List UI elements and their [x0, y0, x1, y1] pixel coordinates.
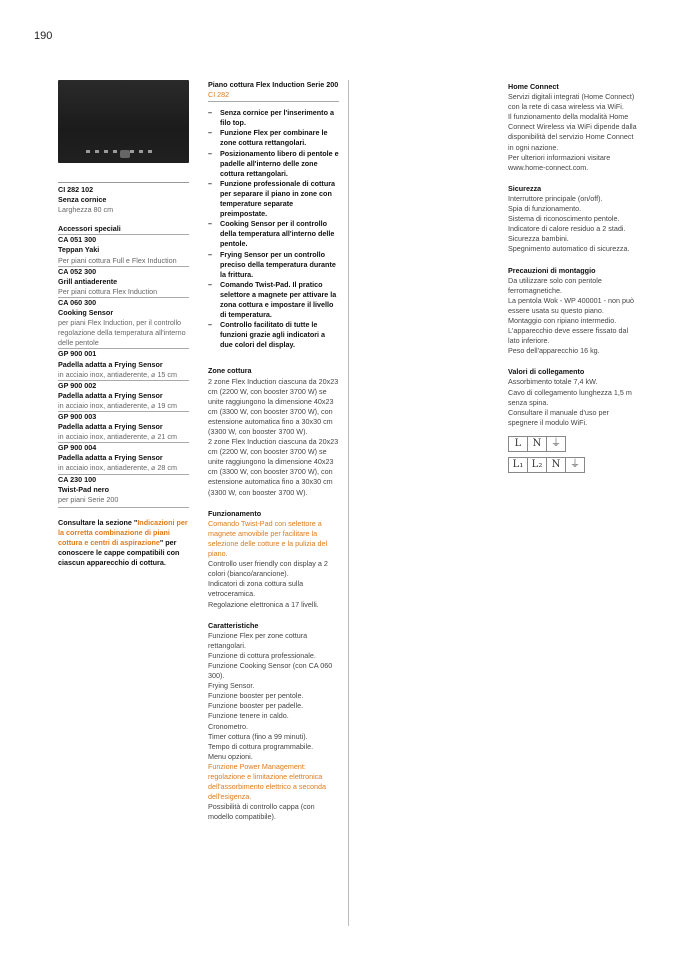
- mont-line: L'apparecchio deve essere fissato dal lato inferiore.: [508, 326, 629, 346]
- func-title: Funzionamento: [208, 508, 262, 518]
- func-highlight: Comando Twist-Pad con selettore a magnete amovibile per facilitare la selezione delle cotture e la pulizia del piano.: [208, 518, 328, 559]
- mont-line: La pentola Wok - WP 400001 - non può essere usata su questo piano.: [508, 295, 634, 315]
- char-last: Possibilità di controllo cappa (con modello compatibile).: [208, 802, 315, 822]
- func-line: Regolazione elettronica a 17 livelli.: [208, 599, 319, 609]
- mont-line: Montaggio con ripiano intermedio.: [508, 315, 617, 325]
- accessory-code: CA 052 300: [58, 266, 97, 276]
- sic-lines: [508, 194, 640, 255]
- sic-line: Indicatore di calore residuo a 2 stadi.: [508, 224, 626, 234]
- feature-item: – Comando Twist-Pad. Il pratico selettore a magnete per attivare la zona cottura e impostare il livello di temperatura.: [208, 280, 339, 320]
- phase-symbol: L₁: [508, 457, 528, 473]
- char-line: Funzione di cottura professionale.: [208, 650, 316, 660]
- val-line: Assorbimento totale 7,4 kW.: [508, 377, 598, 387]
- model-code: CI 282 102: [58, 185, 94, 194]
- accessory-code: CA 060 300: [58, 297, 97, 307]
- column-middle: [208, 80, 339, 822]
- accessory-desc: per piani Flex Induction, per il controllo regolazione della temperatura all'interno delle pentole: [58, 318, 186, 348]
- mont-lines: [508, 276, 640, 357]
- accessory-desc: per piani Serie 200: [58, 494, 119, 504]
- ground-icon: ⏚: [546, 436, 566, 452]
- note-text-after: " per conoscere le cappe compatibili con ciascun apparecchio di cottura.: [58, 538, 180, 568]
- accessory-name: Padella adatta a Frying Sensor: [58, 359, 163, 369]
- accessory-desc: in acciaio inox, antiaderente, ⌀ 15 cm: [58, 369, 177, 379]
- accessory-desc: Per piani cottura Flex Induction: [58, 286, 158, 296]
- feature-item: – Frying Sensor per un controllo preciso della temperatura durante la frittura.: [208, 250, 339, 280]
- accessories-list: [58, 235, 189, 504]
- accessory-code: GP 900 002: [58, 380, 97, 390]
- val-line: Cavo di collegamento lunghezza 1,5 m senza spina.: [508, 387, 632, 407]
- sic-line: Sicurezza bambini.: [508, 234, 569, 244]
- phase-symbol: N: [546, 457, 566, 473]
- connection-symbols-two-phase: [508, 457, 640, 473]
- val-lines: [508, 377, 640, 427]
- column-right: [508, 82, 640, 473]
- sic-line: Interruttore principale (on/off).: [508, 193, 603, 203]
- twist-pad-graphic: [120, 150, 130, 158]
- note-text-before: Consultare la sezione ": [58, 517, 138, 527]
- char-line: Funzione tenere in caldo.: [208, 711, 289, 721]
- accessory-name: Grill antiaderente: [58, 276, 118, 286]
- hc-line: Servizi digitali integrati (Home Connect) con la rete di casa wireless via WiFi.: [508, 92, 635, 112]
- accessory-name: Padella adatta a Frying Sensor: [58, 453, 163, 463]
- accessory-code: GP 900 001: [58, 349, 97, 359]
- accessory-item: [58, 348, 189, 379]
- accessory-item: [58, 474, 189, 505]
- product-code: CI 282: [208, 90, 230, 100]
- page-number: 190: [34, 30, 53, 42]
- hc-line: Il funzionamento della modalità Home Connect Wireless via WiFi dipende dalla disponibilità del servizio Home Connect in ogni nazione.: [508, 112, 637, 152]
- hc-lines: [508, 92, 640, 173]
- accessory-name: Padella adatta a Frying Sensor: [58, 390, 163, 400]
- char-line: Tempo di cottura programmabile.: [208, 741, 314, 751]
- func-line: Indicatori di zona cottura sulla vetroceramica.: [208, 579, 304, 599]
- phase-symbol: N: [527, 436, 547, 452]
- sic-line: Spia di funzionamento.: [508, 204, 582, 214]
- column-divider: [348, 80, 349, 926]
- accessory-desc: in acciaio inox, antiaderente, ⌀ 28 cm: [58, 463, 177, 473]
- accessory-item: [58, 380, 189, 411]
- feature-item: – Senza cornice per l'inserimento a filo top.: [208, 108, 339, 128]
- hc-line: Per ulteriori informazioni visitare www.home-connect.com.: [508, 152, 611, 172]
- accessory-desc: Per piani cottura Full e Flex Induction: [58, 255, 177, 265]
- note-link[interactable]: Indicazioni per la corretta combinazione di piani cottura e centri di aspirazione: [58, 517, 188, 547]
- char-lines: [208, 631, 339, 762]
- accessory-desc: in acciaio inox, antiaderente, ⌀ 19 cm: [58, 400, 177, 410]
- accessory-code: CA 051 300: [58, 235, 97, 245]
- char-line: Menu opzioni.: [208, 751, 253, 761]
- zone-title: Zone cottura: [208, 366, 252, 376]
- accessory-name: Twist-Pad nero: [58, 484, 109, 494]
- phase-symbol: L: [508, 436, 528, 452]
- accessory-code: GP 900 004: [58, 443, 97, 453]
- char-line: Funzione booster per padelle.: [208, 701, 304, 711]
- product-image: [58, 80, 189, 163]
- accessory-name: Padella adatta a Frying Sensor: [58, 422, 163, 432]
- note-paragraph: [58, 518, 189, 568]
- char-highlight: Funzione Power Management: regolazione e limitazione elettronica dell'assorbimento elettrico a seconda dell'esigenza.: [208, 761, 327, 802]
- char-line: Funzione booster per pentole.: [208, 691, 304, 701]
- accessory-code: GP 900 003: [58, 411, 97, 421]
- accessory-item: [58, 235, 189, 265]
- accessories-title: Accessori speciali: [58, 224, 189, 235]
- accessory-name: Teppan Yaki: [58, 245, 100, 255]
- zone-text-1: 2 zone Flex Induction ciascuna da 20x23 cm (2200 W, con booster 3700 W) se unite raggiungono la dimensione 40x23 cm (3300 W, con booster 3700 W), con estensione automatica fino a 30x30 cm (3300 W, con booster 3700 W).: [208, 376, 339, 436]
- feature-item: – Funzione professionale di cottura per separare il piano in zone con temperature separate preimpostate.: [208, 179, 339, 219]
- val-title: Valori di collegamento: [508, 367, 585, 377]
- func-line: Controllo user friendly con display a 2 colori (bianco/arancione).: [208, 559, 328, 579]
- accessory-desc: in acciaio inox, antiaderente, ⌀ 21 cm: [58, 432, 177, 442]
- accessory-item: [58, 442, 189, 473]
- feature-item: – Funzione Flex per combinare le zone cottura rettangolari.: [208, 128, 339, 148]
- func-lines: [208, 559, 339, 609]
- sic-line: Spegnimento automatico di sicurezza.: [508, 244, 630, 254]
- connection-symbols-single-phase: [508, 436, 640, 452]
- product-title: Piano cottura Flex Induction Serie 200: [208, 80, 339, 89]
- feature-item: – Cooking Sensor per il controllo della temperatura all'interno delle pentole.: [208, 219, 339, 249]
- column-left: [58, 80, 189, 568]
- mont-line: Peso dell'apparecchio 16 kg.: [508, 346, 600, 356]
- sic-title: Sicurezza: [508, 183, 542, 193]
- sic-line: Sistema di riconoscimento pentole.: [508, 214, 620, 224]
- zone-text-2: 2 zone Flex Induction ciascuna da 20x23 cm (2200 W, con booster 3700 W) se unite raggiungono la dimensione 40x23 cm (3300 W, con booster 3700 W), con estensione automatica fino a 30x30 cm (3300 W, con booster 3700 W).: [208, 437, 339, 497]
- accessory-code: CA 230 100: [58, 474, 97, 484]
- char-title: Caratteristiche: [208, 620, 259, 630]
- mont-title: Precauzioni di montaggio: [508, 265, 596, 275]
- mont-line: Da utilizzare solo con pentole ferromagnetiche.: [508, 275, 602, 295]
- accessory-item: [58, 411, 189, 442]
- char-line: Funzione Cooking Sensor (con CA 060 300).: [208, 660, 333, 681]
- feature-list: [208, 108, 339, 350]
- char-line: Frying Sensor.: [208, 681, 255, 691]
- model-name: Senza cornice: [58, 195, 107, 205]
- model-width: Larghezza 80 cm: [58, 205, 114, 215]
- hc-title: Home Connect: [508, 82, 559, 91]
- accessory-item: [58, 266, 189, 297]
- model-block: [58, 182, 189, 215]
- phase-symbol: L₂: [527, 457, 547, 473]
- feature-item: – Controllo facilitato di tutte le funzioni grazie agli indicatori a due colori del display.: [208, 320, 339, 350]
- feature-item: – Posizionamento libero di pentole e padelle all'interno delle zone cottura rettangolari.: [208, 149, 339, 179]
- char-line: Cronometro.: [208, 721, 248, 731]
- char-line: Funzione Flex per zone cottura rettangolari.: [208, 630, 308, 650]
- char-line: Timer cottura (fino a 99 minuti).: [208, 731, 308, 741]
- accessory-name: Cooking Sensor: [58, 308, 114, 318]
- val-line: Consultare il manuale d'uso per spegnere il modulo WiFi.: [508, 407, 609, 427]
- ground-icon: ⏚: [565, 457, 585, 473]
- accessory-item: [58, 297, 189, 348]
